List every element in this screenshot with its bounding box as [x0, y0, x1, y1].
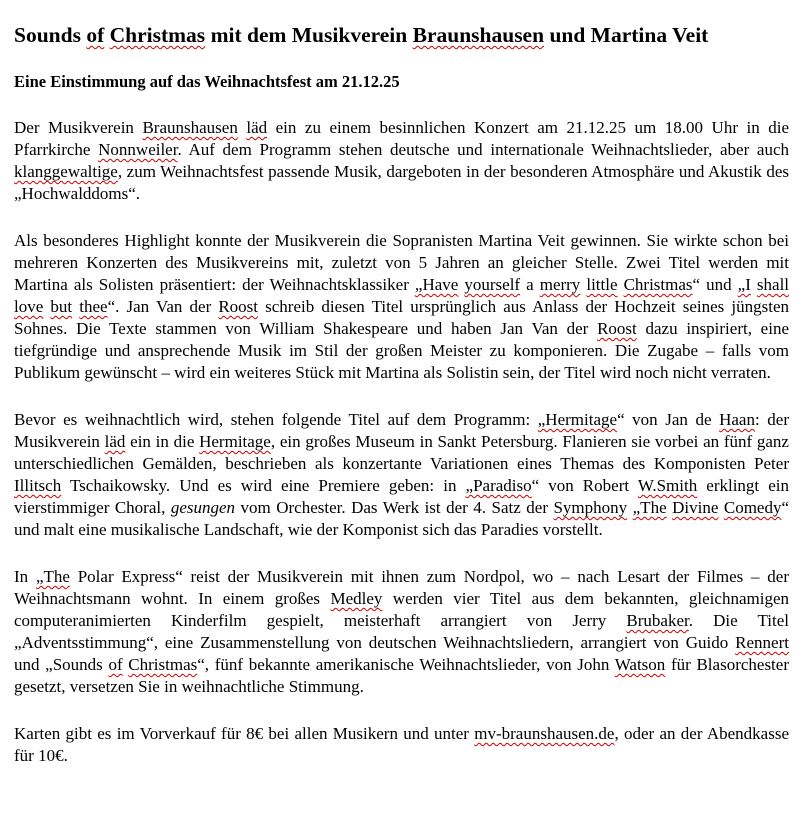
- text-run: “, fünf bekannte amerikanische Weihnachtslieder, von John: [197, 655, 615, 674]
- text-run: In: [14, 567, 36, 586]
- misspelled-word: „The: [632, 498, 667, 517]
- misspelled-word: Roost: [218, 297, 259, 316]
- text-run: , zum Weihnachtsfest passende Musik, dargeboten in der besonderen Atmosphäre und Akustik des „Hochwalddoms“.: [14, 162, 789, 203]
- text-run: ein in die: [125, 432, 200, 451]
- misspelled-word: merry: [539, 275, 581, 294]
- text-run: . Die Titel „Adventsstimmung“, eine Zusammenstellung von deutschen Weihnachtsliedern, arrangiert von Guido: [14, 611, 789, 652]
- misspelled-word: but: [50, 297, 73, 316]
- text-run: werden vier Titel aus dem bekannten, gleichnamigen computeranimierten Kinderfilm gespielt, meisterhaft arrangiert von Jerry: [14, 589, 789, 630]
- misspelled-word: Roost: [597, 319, 637, 338]
- document-subtitle: Eine Einstimmung auf das Weihnachtsfest am 21.12.25: [14, 72, 400, 91]
- text-run: Polar Express“ reist der Musikverein mit ihnen zum Nordpol, wo – nach Lesart der Filmes – der Weihnachtsmann wohnt. In einem großes: [14, 567, 789, 608]
- misspelled-word: Watson: [614, 655, 666, 674]
- misspelled-word: klanggewaltige: [14, 162, 118, 181]
- text-run: Sounds: [14, 23, 87, 47]
- misspelled-word: yourself: [464, 275, 521, 294]
- text-run: Tschaikowsky. Und es wird eine Premiere geben: in: [61, 476, 466, 495]
- misspelled-word: Braunshausen: [142, 118, 238, 137]
- misspelled-word: Christmas: [109, 23, 206, 47]
- paragraph-concert-intro: [14, 117, 789, 205]
- misspelled-word: Nonnweiler: [98, 140, 178, 159]
- text-run: Als besonderes Highlight konnte der Musikverein die Sopranisten Martina Veit gewinnen. Sie wirkte schon bei mehreren Konzerten des Musikvereins mit, zuletzt von 5 Jahren an gleicher Stelle. Zwei Titel werden mit Martina als Solisten präsentiert: der Weihnachtsklassiker: [14, 231, 789, 294]
- misspelled-word: Christmas: [128, 655, 198, 674]
- paragraph-program-titles: [14, 409, 789, 541]
- paragraph-tickets: [14, 723, 789, 767]
- misspelled-word: of: [108, 655, 123, 674]
- text-run: und Martina Veit: [544, 23, 709, 47]
- text-run: , oder an der Abendkasse für 10€.: [14, 724, 789, 765]
- misspelled-word: „The: [35, 567, 70, 586]
- misspelled-word: Medley: [330, 589, 383, 608]
- text-run: mit dem Musikverein: [205, 23, 413, 47]
- misspelled-word: läd: [246, 118, 268, 137]
- misspelled-word: Brubaker: [626, 611, 689, 630]
- text-run: “ und malt eine musikalische Landschaft, wie der Komponist sich das Paradies vorstellt.: [14, 498, 790, 539]
- misspelled-word: Illitsch: [14, 476, 62, 495]
- italic-text-run: gesungen: [170, 498, 236, 517]
- paragraph-polar-express: [14, 566, 789, 698]
- misspelled-word: „I: [737, 275, 751, 294]
- misspelled-word: shall: [756, 275, 790, 294]
- misspelled-word: Comedy: [723, 498, 782, 517]
- text-run: “ von Robert: [531, 476, 638, 495]
- misspelled-word: „Have: [414, 275, 459, 294]
- misspelled-word: Braunshausen: [412, 23, 545, 47]
- text-run: vom Orchester. Das Werk ist der 4. Satz der: [235, 498, 554, 517]
- misspelled-word: Divine: [672, 498, 719, 517]
- misspelled-word: mv-braunshausen.de: [474, 724, 615, 743]
- text-run: und „Sounds: [14, 655, 109, 674]
- misspelled-word: W.Smith: [637, 476, 698, 495]
- misspelled-word: Hermitage: [199, 432, 271, 451]
- text-run: für Blasorchester gesetzt, versetzen Sie in weihnachtliche Stimmung.: [14, 655, 789, 696]
- text-run: , ein großes Museum in Sankt Petersburg. Flanieren sie vorbei an fünf ganz unterschiedlichen Gemälden, beschrieben als konzertante Variationen eines Themas des Komponisten Peter: [14, 432, 789, 473]
- misspelled-word: Rennert: [735, 633, 789, 652]
- document-title: [14, 22, 789, 48]
- text-run: Bevor es weihnachtlich wird, stehen folgende Titel auf dem Programm:: [14, 410, 538, 429]
- misspelled-word: Haan: [719, 410, 755, 429]
- text-run: schreib diesen Titel ursprünglich aus Anlass der Hochzeit seines jüngsten Sohnes. Die Texte stammen von William Shakespeare und haben Jan Van der: [14, 297, 790, 338]
- misspelled-word: of: [86, 23, 105, 47]
- text-run: erklingt ein vierstimmiger Choral,: [14, 476, 789, 517]
- text-run: a: [520, 275, 540, 294]
- misspelled-word: Symphony: [553, 498, 628, 517]
- text-run: “ und: [692, 275, 738, 294]
- text-run: : der Musikverein: [14, 410, 789, 451]
- paragraph-martina-veit: [14, 230, 789, 384]
- misspelled-word: love: [14, 297, 44, 316]
- misspelled-word: Christmas: [623, 275, 693, 294]
- text-run: Der Musikverein: [14, 118, 143, 137]
- text-run: “. Jan Van der: [107, 297, 219, 316]
- misspelled-word: thee: [79, 297, 108, 316]
- misspelled-word: „Paradiso: [465, 476, 532, 495]
- text-run: “ von Jan de: [617, 410, 720, 429]
- misspelled-word: „Hermitage: [537, 410, 618, 429]
- misspelled-word: läd: [104, 432, 126, 451]
- text-run: Karten gibt es im Vorverkauf für 8€ bei allen Musikern und unter: [14, 724, 475, 743]
- misspelled-word: little: [586, 275, 618, 294]
- text-run: ein zu einem besinnlichen Konzert am 21.12.25 um 18.00 Uhr in die Pfarrkirche: [14, 118, 789, 159]
- text-run: . Auf dem Programm stehen deutsche und internationale Weihnachtslieder, aber auch: [177, 140, 789, 159]
- text-run: dazu inspiriert, eine tiefgründige und ansprechende Musik im Stil der großen Meister zu komponieren. Die Zugabe – falls vom Publikum gewünscht – wird ein weiteres Stück mit Martina als Solistin sein, der Titel wird noch nicht verraten.: [14, 319, 789, 382]
